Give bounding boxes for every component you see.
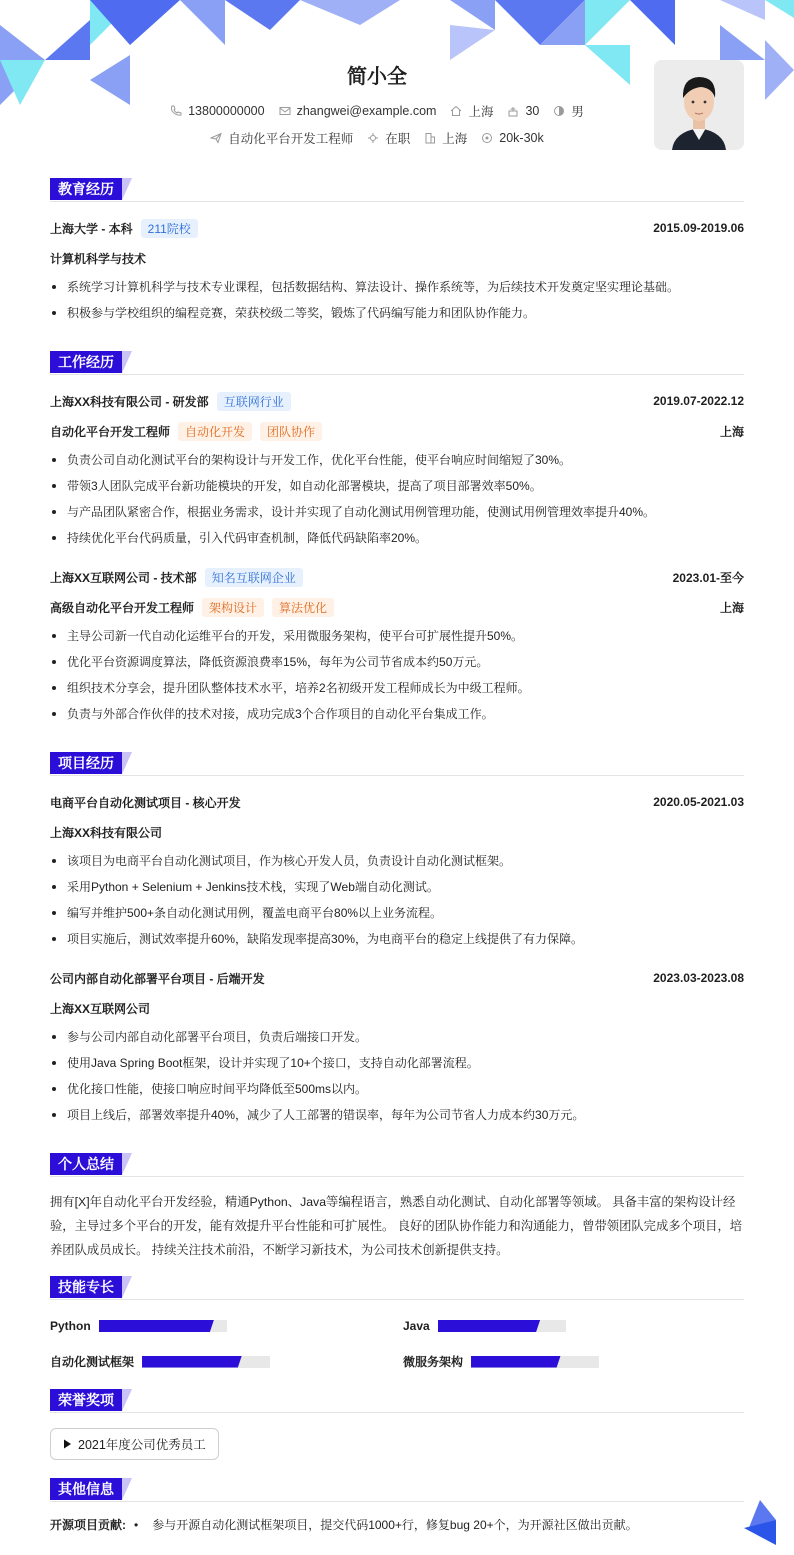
section-awards	[50, 1389, 744, 1413]
gender-icon	[553, 105, 565, 117]
list-item: 该项目为电商平台自动化测试项目，作为核心开发人员，负责设计自动化测试框架。	[50, 848, 744, 874]
list-item: 负责与外部合作伙伴的技术对接，成功完成3个合作项目的自动化平台集成工作。	[50, 701, 744, 727]
target-role-item: 自动化平台开发工程师	[210, 129, 353, 147]
salary-icon	[481, 132, 493, 144]
skill-item	[50, 1353, 270, 1370]
list-item: 采用Python + Selenium + Jenkins技术栈，实现了Web端自动化测试。	[50, 874, 744, 900]
list-item: 与产品团队紧密合作，根据业务需求，设计并实现了自动化测试用例管理功能，使测试用例管理效率提升40%。	[50, 499, 744, 525]
project-2-company: 上海XX互联网公司	[50, 1001, 151, 1016]
list-item: 组织技术分享会，提升团队整体技术水平，培养2名初级开发工程师成长为中级工程师。	[50, 675, 744, 701]
section-other	[50, 1478, 744, 1502]
section-title-awards: 荣誉奖项	[50, 1389, 122, 1411]
work-1-role-tag: 自动化开发	[178, 422, 252, 441]
work-2-role-tag: 算法优化	[272, 598, 334, 617]
list-item: 优化平台资源调度算法，降低资源浪费率15%，每年为公司节省成本约50万元。	[50, 649, 744, 675]
work-2-date: 2023.01-至今	[672, 570, 744, 585]
skill-bar-fill	[471, 1356, 561, 1368]
project-1-date: 2020.05-2021.03	[653, 795, 744, 809]
project-1-company: 上海XX科技有限公司	[50, 825, 163, 840]
award-item[interactable]: 2021年度公司优秀员工	[50, 1428, 219, 1460]
send-icon	[210, 132, 222, 144]
work-2-bullets	[50, 623, 744, 727]
status-icon	[367, 132, 379, 144]
work-1-location: 上海	[719, 424, 744, 439]
skill-item	[50, 1319, 227, 1333]
education-date: 2015.09-2019.06	[653, 221, 744, 235]
section-skills	[50, 1276, 744, 1300]
project-2-date: 2023.03-2023.08	[653, 971, 744, 985]
skill-name: 微服务架构	[403, 1355, 464, 1369]
work-1-header	[50, 391, 744, 411]
project-1-header	[50, 792, 744, 812]
salary-item: 20k-30k	[481, 129, 543, 147]
work-1-role-tag: 团队协作	[260, 422, 322, 441]
project-2-bullets	[50, 1024, 744, 1128]
skill-bar	[438, 1320, 566, 1332]
list-item: 编写并维护500+条自动化测试用例，覆盖电商平台80%以上业务流程。	[50, 900, 744, 926]
other-info-text: 参与开源自动化测试框架项目，提交代码1000+行，修复bug 20+个，为开源社区做出贡献。	[152, 1518, 638, 1532]
work-2-location: 上海	[719, 600, 744, 615]
section-title-other: 其他信息	[50, 1478, 122, 1500]
phone-item: 13800000000	[170, 102, 264, 120]
section-summary	[50, 1153, 744, 1177]
home-icon	[450, 105, 462, 117]
work-1-bullets	[50, 447, 744, 551]
mail-icon	[279, 105, 291, 117]
job-status-item: 在职	[367, 129, 410, 147]
skill-bar-fill	[438, 1320, 540, 1332]
target-city-item: 上海	[424, 129, 467, 147]
project-2-header	[50, 968, 744, 988]
footer-decoration	[740, 1500, 780, 1545]
list-item: 项目实施后，测试效率提升60%，缺陷发现率提高30%，为电商平台的稳定上线提供了有力保障。	[50, 926, 744, 952]
project-1-bullets	[50, 848, 744, 952]
age-item: 30	[507, 102, 539, 120]
section-title-skills: 技能专长	[50, 1276, 122, 1298]
list-item: 持续优化平台代码质量，引入代码审查机制，降低代码缺陷率20%。	[50, 525, 744, 551]
work-2-role-row	[50, 597, 744, 617]
list-item: 系统学习计算机科学与技术专业课程，包括数据结构、算法设计、操作系统等，为后续技术开发奠定坚实理论基础。	[50, 274, 744, 300]
skill-bar	[99, 1320, 227, 1332]
other-info-label: 开源项目贡献:	[50, 1518, 126, 1532]
work-1-role: 自动化平台开发工程师	[50, 424, 171, 439]
school-name: 上海大学 - 本科	[50, 221, 133, 236]
avatar-portrait	[654, 60, 744, 150]
list-item: 负责公司自动化测试平台的架构设计与开发工作，优化平台性能，使平台响应时间缩短了30%。	[50, 447, 744, 473]
age-icon	[507, 105, 519, 117]
work-2-company: 上海XX互联网公司 - 技术部	[50, 570, 197, 585]
skill-bar-fill	[99, 1320, 214, 1332]
skill-name: Java	[403, 1319, 430, 1333]
education-header	[50, 218, 744, 238]
skill-name: 自动化测试框架	[50, 1355, 135, 1369]
skill-item	[403, 1353, 599, 1370]
list-item: 使用Java Spring Boot框架，设计并实现了10+个接口，支持自动化部署流程。	[50, 1050, 744, 1076]
play-icon	[63, 1439, 72, 1449]
email-item: zhangwei@example.com	[279, 102, 437, 120]
skill-bar	[142, 1356, 270, 1368]
work-1-company-tag: 互联网行业	[217, 392, 291, 411]
skill-bar-fill	[142, 1356, 242, 1368]
summary-text: 拥有[X]年自动化平台开发经验，精通Python、Java等编程语言，熟悉自动化测试、自动化部署等领域。 具备丰富的架构设计经验，主导过多个平台的开发，能有效提升平台性能和可扩展性。 良好的团队协作能力和沟通能力，曾带领团队完成多个项目，培养团队成员成长。 持续关注技术前沿，不断学习新技术，为公司技术创新提供支持。	[50, 1195, 743, 1257]
list-item: 积极参与学校组织的编程竞赛，荣获校级二等奖，锻炼了代码编写能力和团队协作能力。	[50, 300, 744, 326]
school-tag: 211院校	[141, 219, 198, 238]
avatar	[654, 60, 744, 150]
list-item: 优化接口性能，使接口响应时间平均降低至500ms以内。	[50, 1076, 744, 1102]
contact-info-row	[50, 102, 704, 120]
section-title-work: 工作经历	[50, 351, 122, 373]
section-education	[50, 178, 744, 202]
project-2-title: 公司内部自动化部署平台项目 - 后端开发	[50, 971, 265, 986]
list-item: 带领3人团队完成平台新功能模块的开发，如自动化部署模块，提高了项目部署效率50%。	[50, 473, 744, 499]
list-item: 项目上线后，部署效率提升40%，减少了人工部署的错误率，每年为公司节省人力成本约30万元。	[50, 1102, 744, 1128]
other-info-row	[50, 1516, 638, 1533]
skill-name: Python	[50, 1319, 91, 1333]
bullet-dot: •	[134, 1517, 139, 1532]
education-bullets	[50, 274, 744, 326]
education-major: 计算机科学与技术	[50, 251, 147, 266]
skill-bar	[471, 1356, 599, 1368]
work-1-role-row	[50, 421, 744, 441]
section-title-projects: 项目经历	[50, 752, 122, 774]
work-2-role-tag: 架构设计	[202, 598, 264, 617]
location-item: 上海	[450, 102, 493, 120]
building-icon	[424, 132, 436, 144]
section-work	[50, 351, 744, 375]
project-1-title: 电商平台自动化测试项目 - 核心开发	[50, 795, 241, 810]
section-title-education: 教育经历	[50, 178, 122, 200]
work-2-header	[50, 567, 744, 587]
phone-icon	[170, 105, 182, 117]
work-1-date: 2019.07-2022.12	[653, 394, 744, 408]
list-item: 参与公司内部自动化部署平台项目，负责后端接口开发。	[50, 1024, 744, 1050]
job-info-row	[50, 129, 704, 147]
candidate-name: 简小全	[347, 66, 407, 88]
list-item: 主导公司新一代自动化运维平台的开发，采用微服务架构，使平台可扩展性提升50%。	[50, 623, 744, 649]
section-title-summary: 个人总结	[50, 1153, 122, 1175]
gender-item: 男	[553, 102, 584, 120]
work-2-role: 高级自动化平台开发工程师	[50, 600, 195, 615]
section-projects	[50, 752, 744, 776]
skill-item	[403, 1319, 566, 1333]
work-1-company: 上海XX科技有限公司 - 研发部	[50, 394, 209, 409]
work-2-company-tag: 知名互联网企业	[205, 568, 303, 587]
